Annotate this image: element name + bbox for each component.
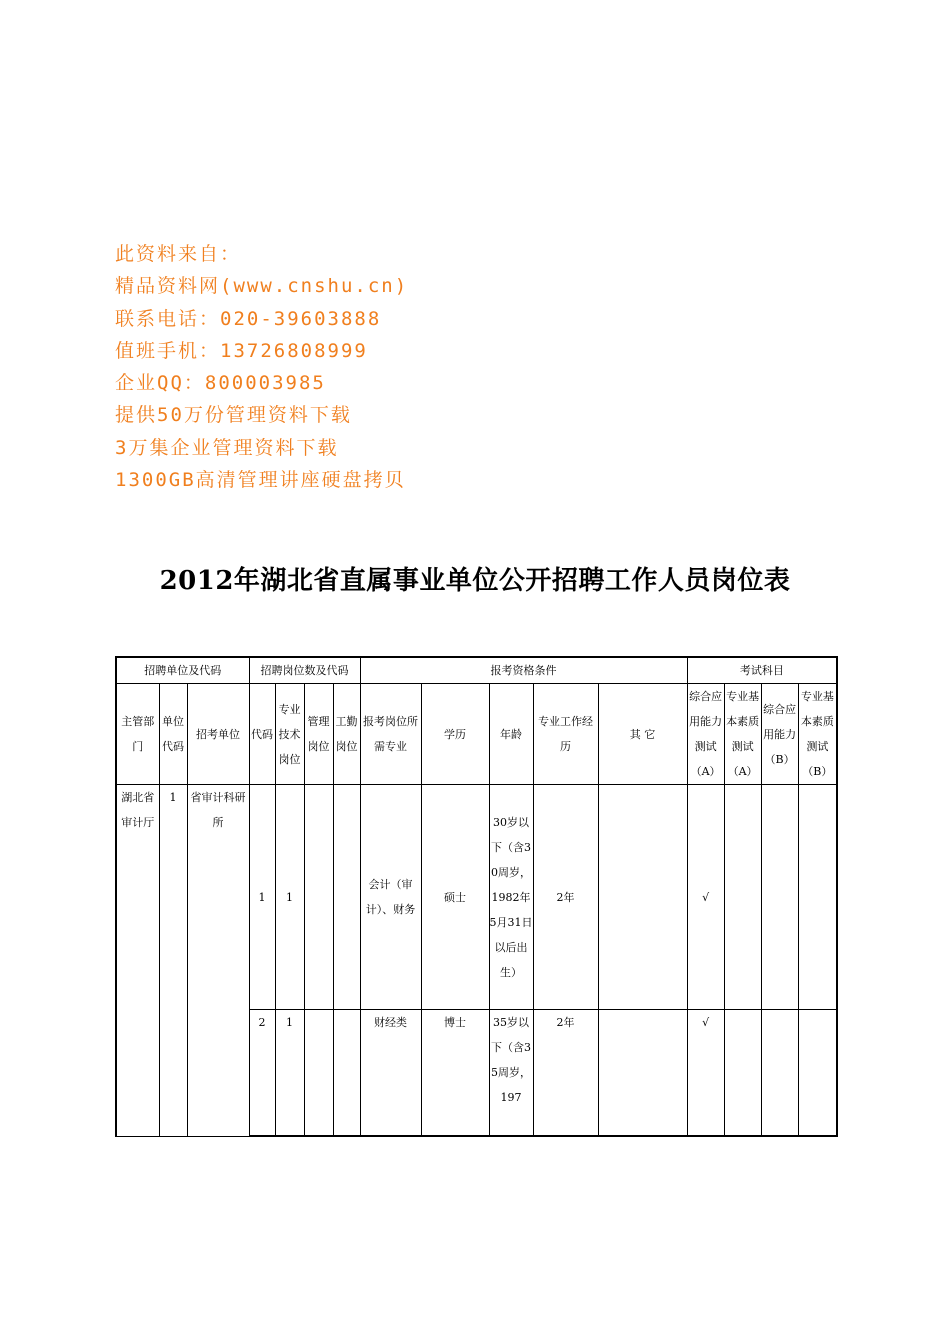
cell-education: 博士 [421,1010,489,1137]
promo-line: 企业QQ：800003985 [115,372,326,395]
header-code: 代码 [249,684,275,785]
cell-code: 1 [249,785,275,1010]
promo-block [115,238,408,496]
group-header-unit: 招聘单位及代码 [116,657,249,684]
header-tech-post: 专业技术岗位 [275,684,304,785]
cell-exam-a2 [724,1010,761,1137]
header-mgmt-post: 管理岗位 [304,684,333,785]
table-row [116,785,837,1010]
cell-exam-a1: √ [687,785,724,1010]
cell-age: 35岁以下（含35周岁，197 [491,1016,532,1104]
header-experience: 专业工作经历 [533,684,598,785]
header-exam-b2: 专业基本素质测试（B） [798,684,837,785]
promo-line: 此资料来自： [115,243,242,265]
cell-mgmt-post [304,1010,333,1137]
cell-dept: 湖北省审计厅 [116,785,159,1137]
cell-code: 2 [249,1010,275,1137]
header-exam-b1: 综合应用能力（B） [761,684,798,785]
header-education: 学历 [421,684,489,785]
cell-tech-post: 1 [275,785,304,1010]
cell-major: 财经类 [360,1010,421,1137]
cell-education: 硕士 [421,785,489,1010]
cell-age: 30岁以下（含30周岁，1982年5月31日以后出生） [489,785,533,1010]
cell-experience: 2年 [533,785,598,1010]
header-unit-code: 单位代码 [159,684,187,785]
cell-mgmt-post [304,785,333,1010]
promo-line: 精品资料网(www.cnshu.cn) [115,275,409,298]
header-exam-a1: 综合应用能力测试（A） [687,684,724,785]
cell-exam-a2 [724,785,761,1010]
cell-age-wrap [489,1010,533,1137]
promo-line: 1300GB高清管理讲座硬盘拷贝 [115,469,406,492]
header-labor-post: 工勤岗位 [333,684,360,785]
header-major: 报考岗位所需专业 [360,684,421,785]
cell-exam-b2 [798,785,837,1010]
header-other: 其 它 [598,684,687,785]
cell-exam-b2 [798,1010,837,1137]
group-header-post: 招聘岗位数及代码 [249,657,360,684]
cell-exam-b1 [761,1010,798,1137]
page-title: 2012年湖北省直属事业单位公开招聘工作人员岗位表 [159,566,791,596]
recruitment-table [115,656,838,1137]
promo-line: 值班手机：13726808999 [115,339,368,362]
cell-unit-name: 省审计科研所 [187,785,249,1137]
promo-line: 提供50万份管理资料下载 [115,404,352,427]
promo-line: 3万集企业管理资料下载 [115,436,339,459]
cell-labor-post [333,785,360,1010]
header-dept: 主管部门 [116,684,159,785]
header-unit-name: 招考单位 [187,684,249,785]
cell-major: 会计（审计）、财务 [360,785,421,1010]
header-age: 年龄 [489,684,533,785]
cell-exam-b1 [761,785,798,1010]
cell-experience: 2年 [533,1010,598,1137]
group-header-qualification: 报考资格条件 [360,657,687,684]
cell-other [598,785,687,1010]
cell-labor-post [333,1010,360,1137]
group-header-row [116,657,837,684]
header-exam-a2: 专业基本素质测试（A） [724,684,761,785]
promo-line: 联系电话：020-39603888 [115,307,382,330]
sub-header-row [116,684,837,785]
cell-other [598,1010,687,1137]
cell-unit-code: 1 [159,785,187,1137]
cell-exam-a1: √ [687,1010,724,1137]
cell-tech-post: 1 [275,1010,304,1137]
group-header-exam: 考试科目 [687,657,837,684]
